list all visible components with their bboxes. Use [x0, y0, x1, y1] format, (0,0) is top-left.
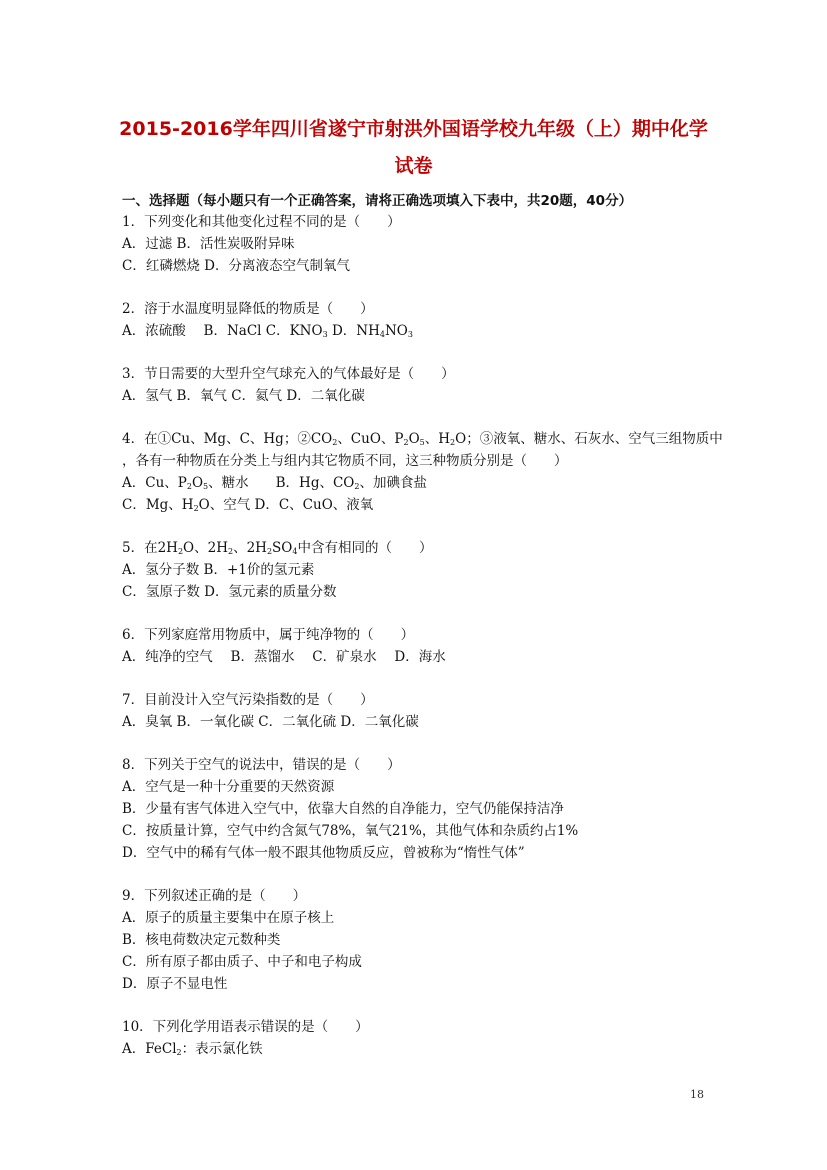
question-8-option-c: C．按质量计算，空气中约含氮气78%，氧气21%，其他气体和杂质约占1% [122, 823, 579, 839]
question-9-option-d: D．原子不显电性 [122, 976, 228, 992]
question-5-stem: 5．在$2H_2O$、$2H_2$、$2H_2SO_4$中含有相同的（ ） [122, 540, 433, 556]
question-6-options: A．纯净的空气 B．蒸馏水 C．矿泉水 D．海水 [122, 649, 446, 665]
question-5-option-line-1: A．氢分子数 B．+1价的氢元素 [122, 562, 315, 578]
question-2-stem: 2．溶于水温度明显降低的物质是（ ） [122, 301, 374, 317]
question-4-option-line-1: A．Cu、$P_2O_5$、糖水 B．Hg、$CO_2$、加碘食盐 [122, 475, 427, 491]
question-2-options: A．浓硫酸 B．NaCl C．$KNO_3$ D．$NH_4NO_3$ [122, 323, 413, 339]
question-8-stem: 8．下列关于空气的说法中，错误的是（ ） [122, 757, 401, 773]
question-3-options: A．氢气 B．氧气 C．氦气 D．二氧化碳 [122, 388, 365, 404]
question-8-option-d: D．空气中的稀有气体一般不跟其他物质反应，曾被称为“惰性气体” [122, 845, 525, 861]
question-9-option-a: A．原子的质量主要集中在原子核上 [122, 910, 335, 926]
question-7-options: A．臭氧 B．一氧化碳 C．二氧化硫 D．二氧化碳 [122, 714, 419, 730]
question-8-option-a: A．空气是一种十分重要的天然资源 [122, 779, 335, 795]
question-1-option-line-1: A．过滤 B．活性炭吸附异味 [122, 236, 295, 252]
question-4-stem-continued: ，各有一种物质在分类上与组内其它物质不同，这三种物质分别是（ ） [122, 453, 568, 469]
question-8-option-b: B．少量有害气体进入空气中，依靠大自然的自净能力，空气仍能保持洁净 [122, 801, 564, 817]
question-6-stem: 6．下列家庭常用物质中，属于纯净物的（ ） [122, 627, 415, 643]
question-10-stem: 10．下列化学用语表示错误的是（ ） [122, 1019, 369, 1035]
question-1-option-line-2: C．红磷燃烧 D．分离液态空气制氧气 [122, 258, 350, 274]
document-title-line-2: 试卷 [394, 155, 433, 177]
question-5-option-line-2: C．氢原子数 D．氢元素的质量分数 [122, 584, 337, 600]
question-9-stem: 9．下列叙述正确的是（ ） [122, 888, 307, 904]
question-1-stem: 1．下列变化和其他变化过程不同的是（ ） [122, 214, 401, 230]
question-4-option-line-2: C．Mg、$H_2O$、空气 D．C、CuO、液氧 [122, 497, 374, 513]
page-number: 18 [690, 1088, 704, 1101]
question-3-stem: 3．节日需要的大型升空气球充入的气体最好是（ ） [122, 366, 455, 382]
question-9-option-b: B．核电荷数决定元数种类 [122, 932, 281, 948]
question-10-option-a: A．FeCl$_2$：表示氯化铁 [122, 1041, 263, 1057]
question-7-stem: 7．目前没计入空气污染指数的是（ ） [122, 692, 374, 708]
question-9-option-c: C．所有原子都由质子、中子和电子构成 [122, 954, 362, 970]
question-4-stem: 4．在①Cu、Mg、C、Hg；$②CO_2$、CuO、$P_2O_5$、$H_2O$；③液氧、糖水、石灰水、空气三组物质中 [122, 431, 723, 447]
section-heading: 一、选择题（每小题只有一个正确答案，请将正确选项填入下表中，共20题，40分） [122, 193, 633, 209]
document-title-line-1: 2015-2016学年四川省遂宁市射洪外国语学校九年级（上）期中化学 [119, 118, 708, 140]
